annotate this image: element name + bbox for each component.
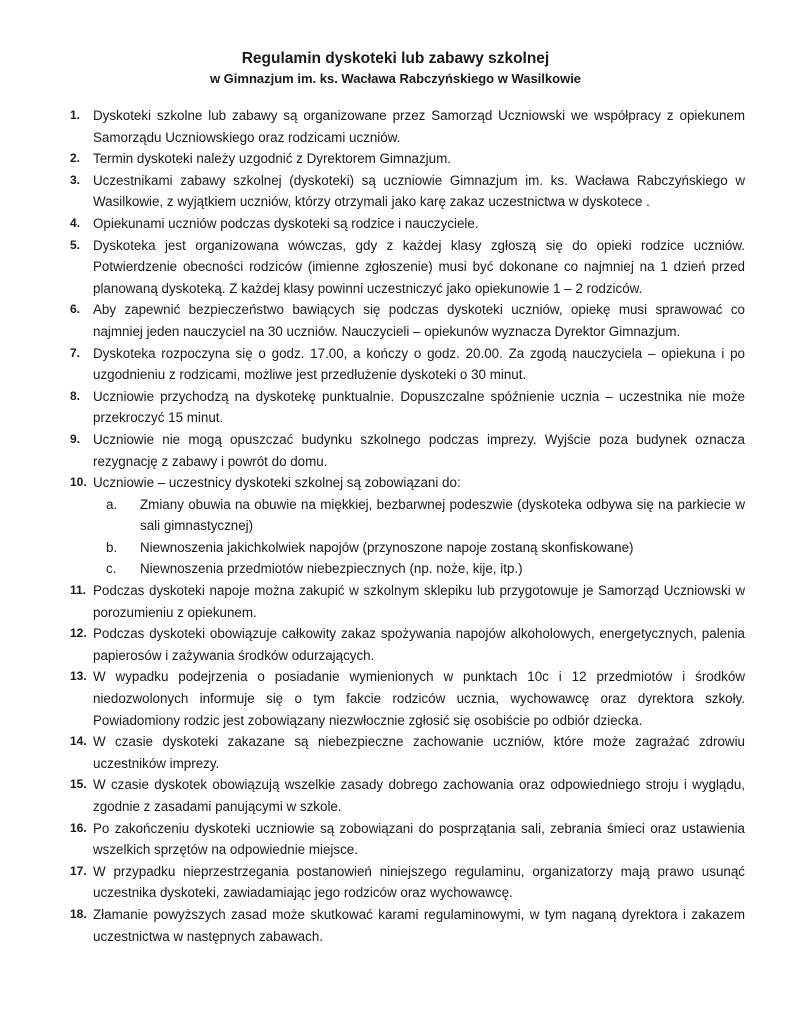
rule-item xyxy=(0,148,745,170)
rule-number: 5. xyxy=(70,237,81,252)
rule-number: 15. xyxy=(70,777,87,792)
sub-list xyxy=(93,494,745,580)
rules-list xyxy=(0,105,791,947)
rule-number: 3. xyxy=(70,172,81,187)
rule-text: W czasie dyskotek obowiązują wszelkie zasady dobrego zachowania oraz odpowiedniego stroju i wyglądu, zgodnie z zasadami panującymi w szkole. xyxy=(93,777,745,814)
rule-number: 6. xyxy=(70,302,81,317)
rule-item xyxy=(0,213,745,235)
rule-item xyxy=(0,904,745,947)
rule-number: 8. xyxy=(70,388,81,403)
rule-item xyxy=(0,235,745,300)
rule-item xyxy=(0,666,745,731)
rule-number: 10. xyxy=(70,475,87,490)
rule-text: Dyskoteki szkolne lub zabawy są organizowane przez Samorząd Uczniowski we współpracy z opiekunem Samorządu Uczniowskiego oraz rodzicami uczniów. xyxy=(93,108,745,145)
rule-number: 9. xyxy=(70,431,81,446)
rule-text: Opiekunami uczniów podczas dyskoteki są rodzice i nauczyciele. xyxy=(93,215,479,231)
rule-item xyxy=(0,623,745,666)
rule-item xyxy=(0,170,745,213)
rule-item xyxy=(0,386,745,429)
sub-item xyxy=(93,537,745,559)
rule-text: Dyskoteka rozpoczyna się o godz. 17.00, a kończy o godz. 20.00. Za zgodą nauczyciela – opiekuna i po uzgodnieniu z rodzicami, możliwe jest przedłużenie dyskoteki o 30 minut. xyxy=(93,345,745,383)
rule-item xyxy=(0,580,745,623)
sub-item-text: Zmiany obuwia na obuwie na miękkiej, bezbarwnej podeszwie (dyskoteka odbywa się na parkiecie w sali gimnastycznej) xyxy=(140,496,745,534)
rule-text: Uczestnikami zabawy szkolnej (dyskoteki) są uczniowie Gimnazjum im. ks. Wacława Rabczyńskiego w Wasilkowie, z wyjątkiem uczniów, którzy otrzymali jako karę zakaz uczestnictwa w dyskotece . xyxy=(93,172,745,210)
rule-text: W wypadku podejrzenia o posiadanie wymienionych w punktach 10c i 12 przedmiotów i środków niedozwolonych informuje się o tym fakcie rodziców ucznia, wychowawcę oraz dyrektora szkoły. Powiadomiony rodzic jest zobowiązany niezwłocznie zgłosić się osobiście po odbiór dziecka. xyxy=(93,669,745,728)
rule-item xyxy=(0,429,745,472)
document-title: Regulamin dyskoteki lub zabawy szkolnej xyxy=(241,50,550,67)
rule-item xyxy=(0,299,745,342)
rule-number: 1. xyxy=(70,108,81,122)
sub-item-letter: a. xyxy=(106,496,118,512)
rule-text: W czasie dyskoteki zakazane są niebezpieczne zachowanie uczniów, które może zagrażać zdrowiu uczestników imprezy. xyxy=(93,734,745,771)
rule-number: 12. xyxy=(70,626,87,641)
sub-item-text: Niewnoszenia przedmiotów niebezpiecznych (np. noże, kije, itp.) xyxy=(140,561,523,577)
rule-item xyxy=(0,818,745,861)
rule-item xyxy=(0,731,745,774)
rule-number: 4. xyxy=(70,215,81,230)
rule-number: 11. xyxy=(70,583,87,598)
rule-text: Uczniowie nie mogą opuszczać budynku szkolnego podczas imprezy. Wyjście poza budynek oznacza rezygnację z zabawy i powrót do domu. xyxy=(93,431,745,469)
sub-item-text: Niewnoszenia jakichkolwiek napojów (przynoszone napoje zostaną skonfiskowane) xyxy=(140,539,634,555)
sub-item-letter: c. xyxy=(106,561,117,577)
rule-number: 17. xyxy=(70,863,87,878)
rule-text: Podczas dyskoteki obowiązuje całkowity zakaz spożywania napojów alkoholowych, energetycznych, palenia papierosów i zażywania środków odurzających. xyxy=(93,626,745,663)
rule-number: 14. xyxy=(70,734,87,749)
sub-item-letter: b. xyxy=(106,539,118,555)
rule-text: Dyskoteka jest organizowana wówczas, gdy z każdej klasy zgłoszą się do opieki rodzice uczniów. Potwierdzenie obecności rodziców (imienne zgłoszenie) musi być dokonane co najmniej na 1 dzień przed planowaną dyskoteką. Z każdej klasy powinni uczestniczyć jako opiekunowie 1 – 2 rodziców. xyxy=(93,237,745,296)
sub-item xyxy=(93,494,745,537)
document-subtitle: w Gimnazjum im. ks. Wacława Rabczyńskiego w Wasilkowie xyxy=(209,71,582,86)
rule-item xyxy=(0,861,745,904)
rule-text: Termin dyskoteki należy uzgodnić z Dyrektorem Gimnazjum. xyxy=(93,151,451,167)
rule-item xyxy=(0,105,745,148)
rule-text: Podczas dyskoteki napoje można zakupić w szkolnym sklepiku lub przygotowuje je Samorząd Uczniowski w porozumieniu z opiekunem. xyxy=(93,583,745,620)
rule-number: 13. xyxy=(70,669,87,684)
rule-item xyxy=(0,343,745,386)
rule-number: 18. xyxy=(70,906,87,921)
rule-number: 7. xyxy=(70,345,81,360)
rule-item xyxy=(0,774,745,817)
rule-text: Po zakończeniu dyskoteki uczniowie są zobowiązani do posprzątania sali, zebrania śmieci oraz ustawienia wszelkich sprzętów na odpowiednie miejsce. xyxy=(93,820,745,858)
sub-item xyxy=(93,558,745,580)
rule-text: Uczniowie – uczestnicy dyskoteki szkolnej są zobowiązani do: xyxy=(93,475,461,491)
rule-text: Uczniowie przychodzą na dyskotekę punktualnie. Dopuszczalne spóźnienie ucznia – uczestnika nie może przekroczyć 15 minut. xyxy=(93,388,745,426)
rule-text: W przypadku nieprzestrzegania postanowień niniejszego regulaminu, organizatorzy mają prawo usunąć uczestnika dyskoteki, zawiadamiając jego rodziców oraz wychowawcę. xyxy=(93,863,745,901)
rule-text: Złamanie powyższych zasad może skutkować karami regulaminowymi, w tym naganą dyrektora i zakazem uczestnictwa w następnych zabawach. xyxy=(93,906,745,944)
rule-number: 16. xyxy=(70,820,87,835)
rule-text: Aby zapewnić bezpieczeństwo bawiących się podczas dyskoteki uczniów, opiekę musi sprawować co najmniej jeden nauczyciel na 30 uczniów. Nauczycieli – opiekunów wyznacza Dyrektor Gimnazjum. xyxy=(93,302,745,339)
rule-number: 2. xyxy=(70,151,81,166)
rule-item xyxy=(0,472,745,580)
